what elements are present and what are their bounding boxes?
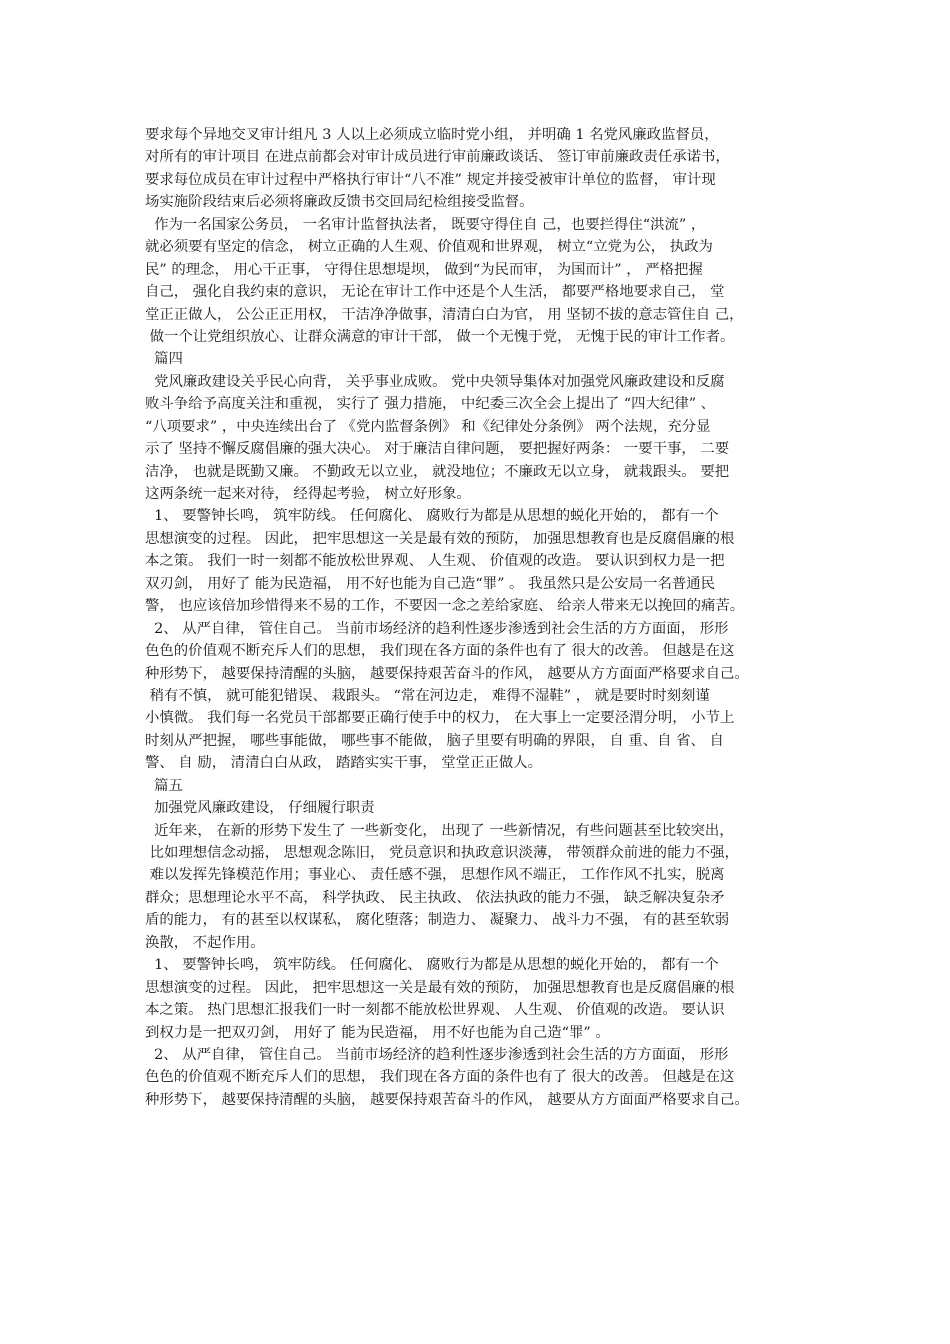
document-body [145,124,815,1111]
text-line: 种形势下， 越要保持清醒的头脑， 越要保持艰苦奋斗的作风， 越要从方方面面严格要求自己。 [145,1091,749,1108]
text-line: 警， 也应该倍加珍惜得来不易的工作，不要因一念之差给家庭、 给亲人带来无以挽回的痛苦。 [145,598,745,615]
text-line: 败斗争给予高度关注和重视， 实行了 强力措施， 中纪委三次全会上提出了 “四大纪律” 、 [145,396,716,413]
text-line: 警、 自 励， 清清白白从政， 踏踏实实干事， 堂堂正正做人。 [145,755,543,772]
text-line: 就必须要有坚定的信念， 树立正确的人生观、价值观和世界观， 树立“立党为公， 执政为 [145,239,713,256]
text-line: 稍有不慎， 就可能犯错误、 栽跟头。 “常在河边走， 难得不湿鞋” ， 就是要时时刻刻谨 [145,687,710,704]
text-line: 时刻从严把握， 哪些事能做， 哪些事不能做， 脑子里要有明确的界限， 自 重、自 省、 自 [145,732,724,749]
text-line: 1、 要警钟长鸣， 筑牢防线。 任何腐化、 腐败行为都是从思想的蜕化开始的， 都有一个 [145,508,719,525]
text-line: 群众；思想理论水平不高， 科学执政、 民主执政、 依法执政的能力不强， 缺乏解决复杂矛 [145,889,725,906]
text-line: 堂正正做人， 公公正正用权， 干洁净净做事，清清白白为官， 用 坚韧不拔的意志管住自 己， [145,306,744,323]
text-line: 党风廉政建设关乎民心向背， 关乎事业成败。 党中央领导集体对加强党风廉政建设和反腐 [145,373,725,390]
text-line: 近年来， 在新的形势下发生了 一些新变化， 出现了 一些新情况，有些问题甚至比较突出， [145,822,734,839]
text-line: “八项要求” ，中央连续出台了 《党内监督条例》 和《纪律处分条例》 两个法规，充分显 [145,418,711,435]
text-line: 作为一名国家公务员， 一名审计监督执法者， 既要守得住自 己，也要拦得住“洪流” ， [145,216,706,233]
text-line: 篇四 [145,351,183,368]
text-line: 思想演变的过程。 因此， 把牢思想这一关是最有效的预防， 加强思想教育也是反腐倡廉的根 [145,530,735,547]
text-line: 思想演变的过程。 因此， 把牢思想这一关是最有效的预防， 加强思想教育也是反腐倡廉的根 [145,979,735,996]
text-line: 做一个让党组织放心、让群众满意的审计干部， 做一个无愧于党， 无愧于民的审计工作者。 [145,328,735,345]
text-line: 要求每个异地交叉审计组凡 3 人以上必须成立临时党小组， 并明确 1 名党风廉政监督员， [145,127,719,143]
text-line: 洁净， 也就是既勤又廉。 不勤政无以立业， 就没地位；不廉政无以立身， 就栽跟头。 要把 [145,463,730,480]
text-line: 色色的价值观不断充斥人们的思想， 我们现在各方面的条件也有了 很大的改善。 但越是在这 [145,1069,735,1086]
text-line: 这两条统一起来对待， 经得起考验， 树立好形象。 [145,486,471,502]
text-line: 对所有的审计项目 在进点前都会对审计成员进行审前廉政谈话、 签订审前廉政责任承诺书， [145,149,730,166]
text-line: 双刃剑， 用好了 能为民造福， 用不好也能为自己造“罪” 。 我虽然只是公安局一名普通民 [145,575,716,592]
text-line: 2、 从严自律， 管住自己。 当前市场经济的趋利性逐步渗透到社会生活的方方面面， 形形 [145,620,729,637]
text-line: 要求每位成员在审计过程中严格执行审计“八不准” 规定并接受被审计单位的监督， 审计现 [145,171,716,188]
text-line: 民” 的理念， 用心干正事， 守得住思想堤坝， 做到“为民而审， 为国而计” ， 严格把握 [145,261,703,278]
text-line: 盾的能力， 有的甚至以权谋私， 腐化堕落；制造力、 凝聚力、 战斗力不强， 有的甚至软弱 [145,912,730,929]
text-line: 本之策。 我们一时一刻都不能放松世界观、 人生观、 价值观的改造。 要认识到权力是一把 [145,553,725,570]
text-line: 小慎微。 我们每一名党员干部都要正确行使手中的权力， 在大事上一定要泾渭分明， 小节上 [145,710,735,727]
text-line: 篇五 [145,777,183,794]
text-line: 加强党风廉政建设， 仔细履行职责 [145,800,375,817]
text-line: 比如理想信念动摇， 思想观念陈旧， 党员意识和执政意识淡薄， 带领群众前进的能力不强， [145,845,739,861]
text-line: 1、 要警钟长鸣， 筑牢防线。 任何腐化、 腐败行为都是从思想的蜕化开始的， 都有一个 [145,957,719,974]
text-line: 种形势下， 越要保持清醒的头脑， 越要保持艰苦奋斗的作风， 越要从方方面面严格要求自己。 [145,665,749,682]
text-line: 到权力是一把双刃剑， 用好了 能为民造福， 用不好也能为自己造“罪” 。 [145,1024,610,1041]
text-line: 2、 从严自律， 管住自己。 当前市场经济的趋利性逐步渗透到社会生活的方方面面， 形形 [145,1046,729,1063]
text-line: 场实施阶段结束后必须将廉政反馈书交回局纪检组接受监督。 [145,194,534,211]
text-line: 自己， 强化自我约束的意识， 无论在审计工作中还是个人生活， 都要严格地要求自己， 堂 [145,284,725,301]
text-line: 色色的价值观不断充斥人们的思想， 我们现在各方面的条件也有了 很大的改善。 但越是在这 [145,643,735,660]
text-line: 本之策。 热门思想汇报我们一时一刻都不能放松世界观、 人生观、 价值观的改造。 要认识 [145,1002,725,1019]
text-line: 示了 坚持不懈反腐倡廉的强大决心。 对于廉洁自律问题， 要把握好两条： 一要干事， 二要 [145,441,730,458]
text-line: 难以发挥先锋模范作用；事业心、 责任感不强， 思想作风不端正， 工作作风不扎实，脱离 [145,867,725,884]
text-line: 涣散， 不起作用。 [145,934,265,951]
